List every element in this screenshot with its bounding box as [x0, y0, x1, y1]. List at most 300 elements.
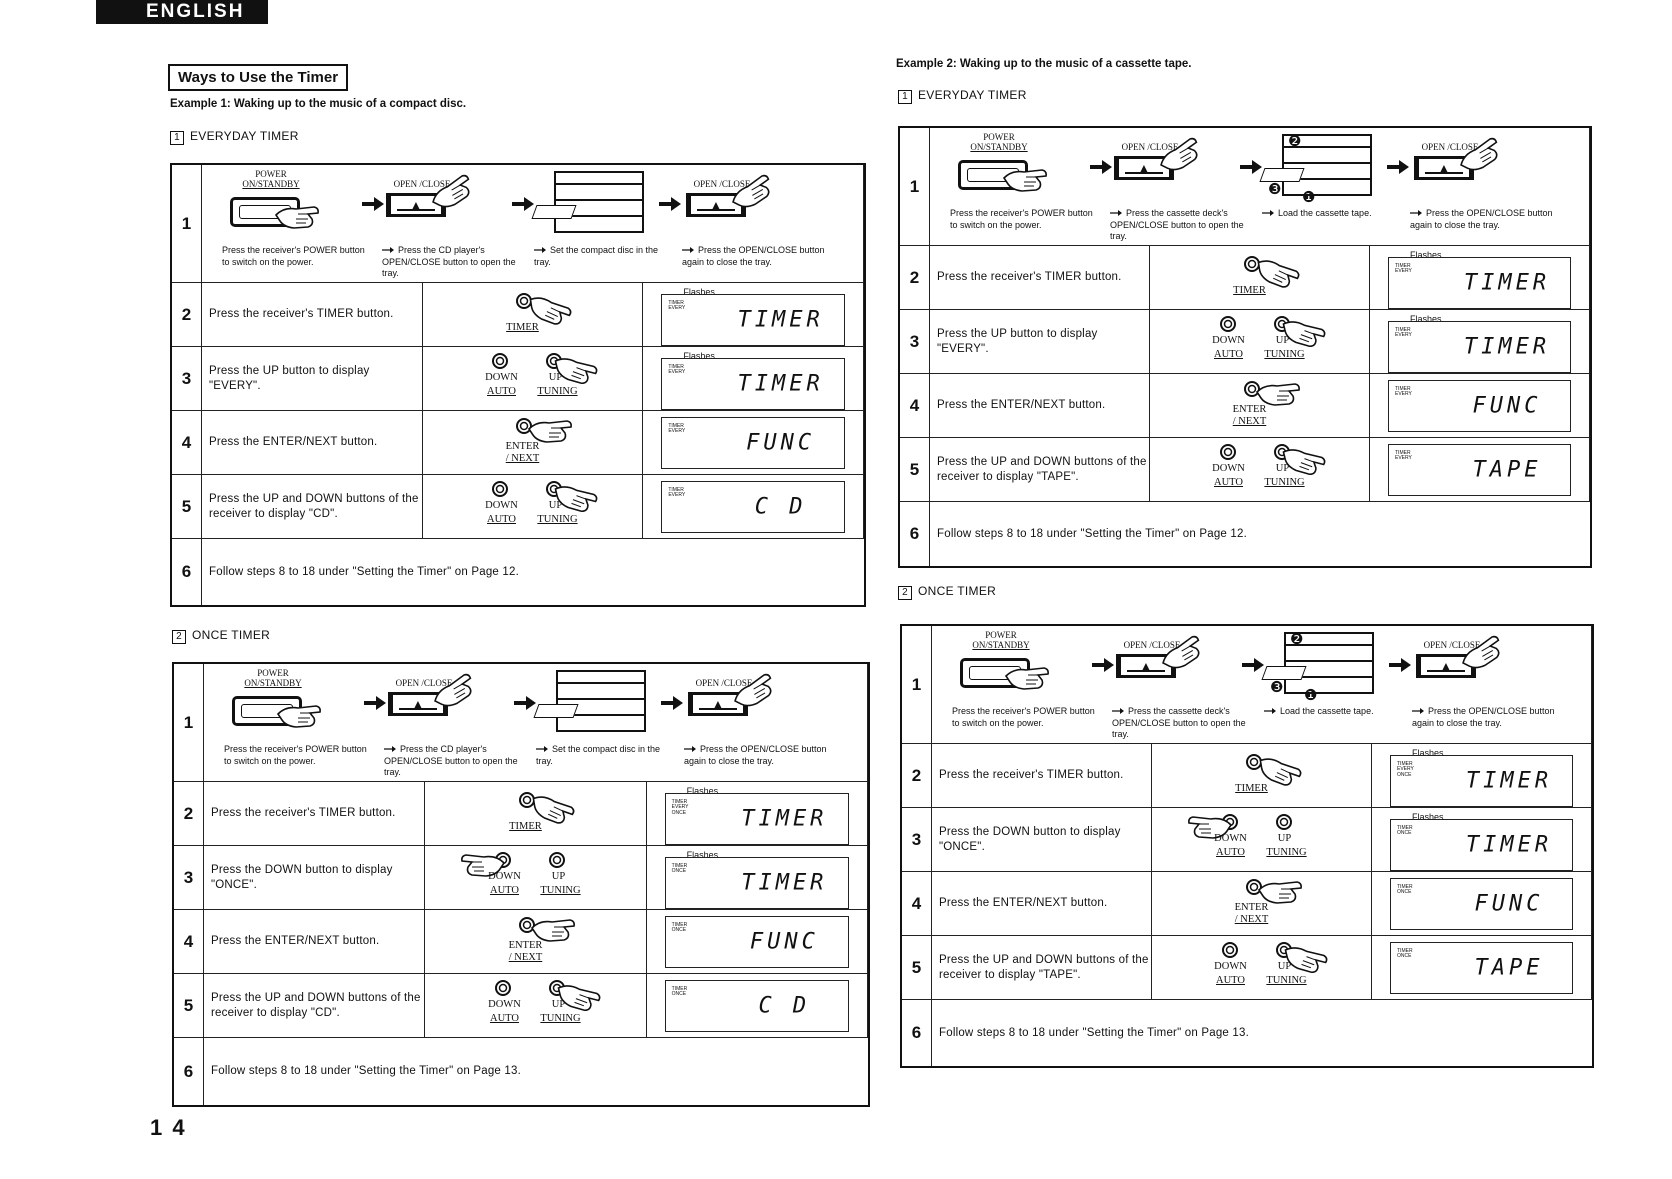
flashes-label: Flashes [1410, 314, 1442, 324]
next-label: / NEXT [508, 951, 543, 963]
step-number: 4 [900, 374, 930, 438]
flashes-label: Flashes [683, 351, 715, 361]
indicator-once: ONCE [1397, 830, 1412, 837]
step-number: 1 [900, 128, 930, 246]
auto-label: AUTO [486, 385, 516, 397]
indicator-every: EVERY [668, 492, 686, 498]
flashes-label: Flashes [683, 287, 715, 297]
small-arrow-icon [1412, 706, 1424, 718]
step-instruction: Press the DOWN button to display "ONCE". [204, 846, 425, 910]
ex1-everyday-heading [170, 129, 299, 145]
step1-part-close [1410, 132, 1570, 242]
heading-index: 1 [170, 131, 184, 145]
step-number: 4 [902, 872, 932, 936]
indicator-timer: TIMER [668, 422, 684, 429]
ex2-once-heading [898, 584, 996, 600]
down-button-illustration [470, 849, 600, 907]
indicator-timer: TIMER [1395, 262, 1411, 269]
open-close-label: OPEN /CLOSE [1123, 640, 1181, 650]
display-cell [647, 910, 868, 974]
indicator-every: EVERY [1395, 268, 1412, 275]
step-number: 2 [900, 246, 930, 310]
display-text: FUNC [749, 929, 819, 954]
flashes-label: Flashes [1410, 250, 1442, 260]
caption-text: Press the OPEN/CLOSE button again to close the tray. [684, 744, 827, 766]
button-cell [1150, 246, 1370, 310]
small-arrow-icon [1410, 208, 1422, 220]
down-label: DOWN [485, 499, 518, 511]
step1-caption-load [1262, 208, 1393, 220]
flashes-label: Flashes [1412, 812, 1444, 822]
pressing-hand-icon [276, 700, 322, 735]
display-cell [1370, 374, 1590, 438]
button-cell [423, 475, 644, 539]
caption-text: Press the receiver's POWER button to switch on the power. [222, 245, 365, 267]
display-indicators [1395, 451, 1412, 462]
display-indicators [668, 488, 685, 499]
step-instruction: Press the receiver's TIMER button. [930, 246, 1150, 310]
up-button-illustration [467, 350, 597, 408]
step-instruction: Press the DOWN button to display "ONCE". [932, 808, 1152, 872]
cassette-deck-illustration [1262, 132, 1397, 204]
auto-label: AUTO [1214, 348, 1243, 360]
step1-part-close [684, 668, 844, 778]
step-instruction: Press the UP and DOWN buttons of the receiver to display "CD". [204, 974, 425, 1038]
tray-icon [1261, 666, 1306, 680]
cassette-deck-illustration [1264, 630, 1399, 702]
indicator-once: ONCE [1397, 953, 1412, 959]
display-indicators [1395, 264, 1412, 275]
open-close-illustration [1112, 630, 1252, 702]
pressing-hand-icon [274, 201, 320, 236]
ex2-everyday-heading [898, 88, 1027, 104]
section-title: Ways to Use the Timer [168, 64, 348, 91]
next-arrow-icon [661, 696, 683, 710]
caption-text: Press the OPEN/CLOSE button again to close the tray. [682, 245, 825, 267]
auto-label: AUTO [489, 884, 519, 896]
timer-button-illustration [490, 789, 580, 839]
open-close-label: OPEN /CLOSE [695, 678, 753, 688]
display-indicators [672, 923, 688, 934]
step-number: 2 [172, 283, 202, 347]
indicator-timer: TIMER [671, 985, 688, 992]
small-arrow-icon [1110, 208, 1122, 220]
display-text: TAPE [1474, 955, 1544, 980]
indicator-timer: TIMER [668, 299, 684, 306]
next-arrow-icon [1090, 160, 1112, 174]
display-indicators [672, 987, 688, 998]
open-close-label: OPEN /CLOSE [1121, 142, 1179, 152]
button-cell [1152, 744, 1372, 808]
tuning-label: TUNING [540, 884, 581, 896]
display-text: TIMER [741, 870, 828, 896]
step1-caption-open [382, 245, 518, 280]
display-indicators [1397, 885, 1413, 896]
step-number: 5 [900, 438, 930, 502]
step-marker-2: ❷ [1290, 631, 1304, 648]
down-label: DOWN [1214, 832, 1247, 844]
tuning-label: TUNING [537, 385, 578, 397]
panel-tape-once [900, 624, 1594, 1068]
enter-button-illustration [1217, 876, 1307, 932]
small-arrow-icon [1112, 706, 1124, 718]
heading-index: 1 [898, 90, 912, 104]
display-text: TIMER [741, 806, 828, 832]
next-arrow-icon [1240, 160, 1262, 174]
display-indicators [668, 301, 685, 312]
timer-label: TIMER [1233, 284, 1266, 296]
button-cell [1150, 310, 1370, 374]
next-arrow-icon [514, 696, 536, 710]
timer-label: TIMER [506, 321, 539, 333]
up-label: UP [1277, 960, 1292, 972]
display-cell [1372, 744, 1592, 808]
step-instruction: Press the UP and DOWN buttons of the receiver to display "TAPE". [932, 936, 1152, 1000]
step1-caption-power [222, 245, 368, 268]
heading-index: 2 [898, 586, 912, 600]
step-marker-1: ❶ [1304, 687, 1318, 704]
step-instruction: Press the UP and DOWN buttons of the receiver to display "CD". [202, 475, 423, 539]
enter-button-illustration [490, 914, 580, 970]
panel-cd-everyday [170, 163, 866, 607]
down-label: DOWN [1212, 334, 1245, 346]
caption-text: Press the receiver's POWER button to switch on the power. [950, 208, 1093, 230]
caption-text: Press the cassette deck's OPEN/CLOSE button to open the tray. [1110, 208, 1244, 242]
tuning-label: TUNING [1264, 348, 1305, 360]
display-indicators [672, 864, 688, 875]
enter-label: ENTER [1234, 901, 1269, 913]
up-button-illustration [470, 977, 600, 1035]
step-number: 1 [902, 626, 932, 744]
button-cell [423, 283, 644, 347]
auto-label: AUTO [1214, 476, 1243, 488]
display-panel [665, 916, 849, 968]
tray-icon [531, 205, 576, 219]
button-cell [423, 411, 644, 475]
indicator-timer: TIMER [668, 486, 684, 493]
step1-caption-set [536, 744, 667, 767]
step1-caption-open [1112, 706, 1248, 741]
display-cell [1370, 246, 1590, 310]
step1-part-open [1110, 132, 1250, 242]
up-button-illustration [467, 478, 597, 536]
panel-tape-everyday [898, 126, 1592, 568]
timer-steps-table [900, 128, 1590, 566]
next-arrow-icon [1389, 658, 1411, 672]
step1-part-set [536, 668, 671, 778]
step-marker-3: ❸ [1268, 181, 1282, 198]
step-number: 6 [902, 1000, 932, 1066]
step-number: 6 [174, 1038, 204, 1105]
step-number: 2 [174, 782, 204, 846]
tuning-label: TUNING [1266, 974, 1307, 986]
ex1-once-heading [172, 628, 270, 644]
indicator-once: ONCE [1397, 889, 1412, 895]
button-cell [1152, 808, 1372, 872]
down-label: DOWN [488, 870, 521, 882]
step-number: 4 [174, 910, 204, 974]
step-instruction: Press the receiver's TIMER button. [204, 782, 425, 846]
open-close-label: OPEN /CLOSE [1421, 142, 1479, 152]
next-label: / NEXT [1234, 913, 1269, 925]
indicator-every: EVERY [668, 428, 686, 434]
step1-caption-power [952, 706, 1098, 729]
caption-text: Set the compact disc in the tray. [536, 744, 661, 766]
indicator-every: EVERY [668, 305, 686, 312]
power-label: POWER [983, 132, 1015, 142]
caption-text: Load the cassette tape. [1278, 208, 1372, 218]
step1-caption-close [684, 744, 840, 767]
step-number: 5 [174, 974, 204, 1038]
heading-index: 2 [172, 630, 186, 644]
open-close-illustration [382, 169, 522, 241]
display-cell [1372, 808, 1592, 872]
step1-caption-close [682, 245, 838, 268]
step1-part-close [682, 169, 842, 279]
onstandby-label: ON/STANDBY [242, 179, 300, 189]
display-text: TIMER [1463, 270, 1551, 296]
up-label: UP [1277, 832, 1292, 844]
indicator-timer: TIMER [1395, 449, 1411, 456]
display-panel [661, 294, 845, 346]
down-label: DOWN [488, 998, 521, 1010]
next-label: / NEXT [505, 452, 540, 464]
eject-button-icon: ▲ [688, 692, 748, 716]
indicator-timer: TIMER [1395, 385, 1411, 392]
step1-part-power [952, 630, 1102, 740]
step1-part-load [1262, 132, 1397, 242]
cd-player-illustration [534, 169, 669, 241]
power-button-illustration [224, 668, 374, 740]
language-tab: ENGLISH [96, 0, 268, 24]
step-number: 5 [902, 936, 932, 1000]
indicator-every: EVERY [671, 804, 689, 811]
pressing-hand-icon [1002, 164, 1048, 199]
step1-part-set [534, 169, 669, 279]
eject-button-icon: ▲ [1114, 156, 1174, 180]
step1-cell [932, 626, 1592, 744]
step-number: 1 [172, 165, 202, 283]
open-close-illustration [1110, 132, 1250, 204]
button-cell [1150, 374, 1370, 438]
flashes-label: Flashes [1412, 748, 1444, 758]
component-stack-icon [554, 171, 644, 233]
step-marker-1: ❶ [1302, 189, 1316, 206]
open-close-illustration [1412, 630, 1572, 702]
step1-caption-open [384, 744, 520, 779]
display-panel [661, 417, 845, 469]
indicator-timer: TIMER [668, 363, 684, 370]
display-cell [647, 846, 868, 910]
onstandby-label: ON/STANDBY [972, 640, 1030, 650]
heading-label: EVERYDAY TIMER [190, 129, 299, 143]
step1-caption-set [534, 245, 665, 268]
caption-text: Press the OPEN/CLOSE button again to close the tray. [1412, 706, 1555, 728]
display-text: FUNC [1472, 393, 1542, 418]
small-arrow-icon [1262, 208, 1274, 220]
enter-label: ENTER [508, 939, 543, 951]
indicator-once: ONCE [671, 868, 687, 875]
next-arrow-icon [1242, 658, 1264, 672]
step-instruction: Follow steps 8 to 18 under "Setting the Timer" on Page 13. [939, 1026, 1249, 1039]
display-text: FUNC [746, 430, 816, 455]
step1-part-power [222, 169, 372, 279]
display-cell [1372, 872, 1592, 936]
timer-button-illustration [487, 290, 577, 340]
timer-steps-table [172, 165, 864, 605]
step-instruction: Follow steps 8 to 18 under "Setting the Timer" on Page 13. [211, 1065, 521, 1078]
caption-text: Press the cassette deck's OPEN/CLOSE button to open the tray. [1112, 706, 1246, 740]
open-close-illustration [1410, 132, 1570, 204]
power-button-illustration [950, 132, 1100, 204]
step1-part-open [1112, 630, 1252, 740]
display-panel [665, 793, 849, 845]
flashes-label: Flashes [686, 786, 719, 796]
step-number: 5 [172, 475, 202, 539]
down-button-illustration [1197, 811, 1327, 869]
heading-label: EVERYDAY TIMER [918, 88, 1027, 102]
timer-steps-table [902, 626, 1592, 1066]
enter-button-illustration [487, 415, 577, 471]
indicator-once: ONCE [671, 927, 687, 933]
indicator-once: ONCE [671, 809, 687, 816]
display-indicators [1397, 762, 1414, 779]
up-label: UP [548, 499, 563, 511]
display-text: TIMER [1463, 334, 1551, 360]
up-label: UP [551, 870, 566, 882]
caption-text: Press the CD player's OPEN/CLOSE button to open the tray. [384, 744, 518, 778]
open-close-label: OPEN /CLOSE [693, 179, 751, 189]
example2-title: Example 2: Waking up to the music of a cassette tape. [896, 58, 1192, 70]
enter-label: ENTER [505, 440, 540, 452]
step1-cell [204, 664, 868, 782]
next-arrow-icon [659, 197, 681, 211]
heading-label: ONCE TIMER [192, 628, 271, 642]
button-cell [425, 974, 646, 1038]
display-panel [1390, 878, 1573, 930]
button-cell [1152, 872, 1372, 936]
down-label: DOWN [485, 371, 518, 383]
step-instruction: Press the UP button to display "EVERY". [202, 347, 423, 411]
power-label: POWER [257, 668, 289, 678]
display-panel [1390, 819, 1573, 871]
display-panel [661, 358, 845, 410]
display-cell [643, 347, 864, 411]
auto-label: AUTO [489, 1012, 519, 1024]
display-indicators [1397, 949, 1413, 960]
step-number: 3 [172, 347, 202, 411]
display-cell [647, 974, 868, 1038]
indicator-timer: TIMER [1397, 947, 1413, 954]
page-number: 1 4 [150, 1115, 187, 1140]
timer-steps-table [174, 664, 868, 1105]
indicator-timer: TIMER [1397, 824, 1413, 831]
indicator-every: EVERY [1395, 391, 1412, 397]
step1-part-load [1264, 630, 1399, 740]
display-cell [1372, 936, 1592, 1000]
auto-label: AUTO [486, 513, 516, 525]
next-arrow-icon [512, 197, 534, 211]
caption-text: Press the receiver's POWER button to switch on the power. [952, 706, 1095, 728]
up-label: UP [1275, 334, 1290, 346]
step1-part-close [1412, 630, 1572, 740]
open-close-label: OPEN /CLOSE [1423, 640, 1481, 650]
button-cell [425, 846, 646, 910]
timer-label: TIMER [509, 820, 542, 832]
up-button-illustration [1197, 939, 1327, 997]
small-arrow-icon [682, 245, 694, 257]
eject-button-icon: ▲ [388, 692, 448, 716]
step-number: 3 [902, 808, 932, 872]
display-cell [643, 283, 864, 347]
step1-caption-close [1410, 208, 1566, 231]
tray-icon [1259, 168, 1304, 182]
display-indicators [672, 800, 689, 817]
display-cell [643, 411, 864, 475]
eject-button-icon: ▲ [1416, 654, 1476, 678]
caption-text: Press the OPEN/CLOSE button again to close the tray. [1410, 208, 1553, 230]
timer-button-illustration [1217, 751, 1307, 801]
indicator-every: EVERY [1397, 766, 1414, 773]
button-cell [1152, 936, 1372, 1000]
eject-button-icon: ▲ [686, 193, 746, 217]
next-arrow-icon [362, 197, 384, 211]
up-button-illustration [1195, 441, 1325, 499]
tray-icon [533, 704, 578, 718]
enter-button-illustration [1215, 378, 1305, 434]
display-indicators [1395, 328, 1412, 339]
eject-button-icon: ▲ [1116, 654, 1176, 678]
eject-button-icon: ▲ [1414, 156, 1474, 180]
timer-label: TIMER [1235, 782, 1268, 794]
power-label: POWER [985, 630, 1017, 640]
display-panel [1388, 257, 1571, 309]
step1-caption-power [224, 744, 370, 767]
step1-part-power [950, 132, 1100, 242]
indicator-timer: TIMER [1397, 883, 1413, 890]
button-cell [425, 782, 646, 846]
tuning-label: TUNING [1266, 846, 1307, 858]
step-instruction: Press the ENTER/NEXT button. [202, 411, 423, 475]
indicator-timer: TIMER [671, 798, 688, 805]
display-panel [1388, 380, 1571, 432]
button-cell [425, 910, 646, 974]
step-number: 4 [172, 411, 202, 475]
small-arrow-icon [684, 744, 696, 756]
auto-label: AUTO [1216, 846, 1245, 858]
flashes-label: Flashes [686, 850, 719, 860]
step-number: 6 [900, 502, 930, 566]
step1-part-open [384, 668, 524, 778]
display-panel [665, 980, 849, 1032]
power-label: POWER [255, 169, 287, 179]
step1-cell [202, 165, 864, 283]
eject-button-icon: ▲ [386, 193, 446, 217]
display-indicators [1395, 387, 1412, 398]
onstandby-label: ON/STANDBY [970, 142, 1028, 152]
up-label: UP [551, 998, 566, 1010]
button-cell [1150, 438, 1370, 502]
step-instruction: Press the UP button to display "EVERY". [930, 310, 1150, 374]
display-text: TIMER [737, 371, 824, 397]
indicator-every: EVERY [1395, 455, 1412, 461]
caption-text: Press the CD player's OPEN/CLOSE button to open the tray. [382, 245, 516, 279]
caption-text: Set the compact disc in the tray. [534, 245, 659, 267]
step1-cell [930, 128, 1590, 246]
auto-label: AUTO [1216, 974, 1245, 986]
cd-player-illustration [536, 668, 671, 740]
indicator-every: EVERY [1395, 332, 1412, 339]
